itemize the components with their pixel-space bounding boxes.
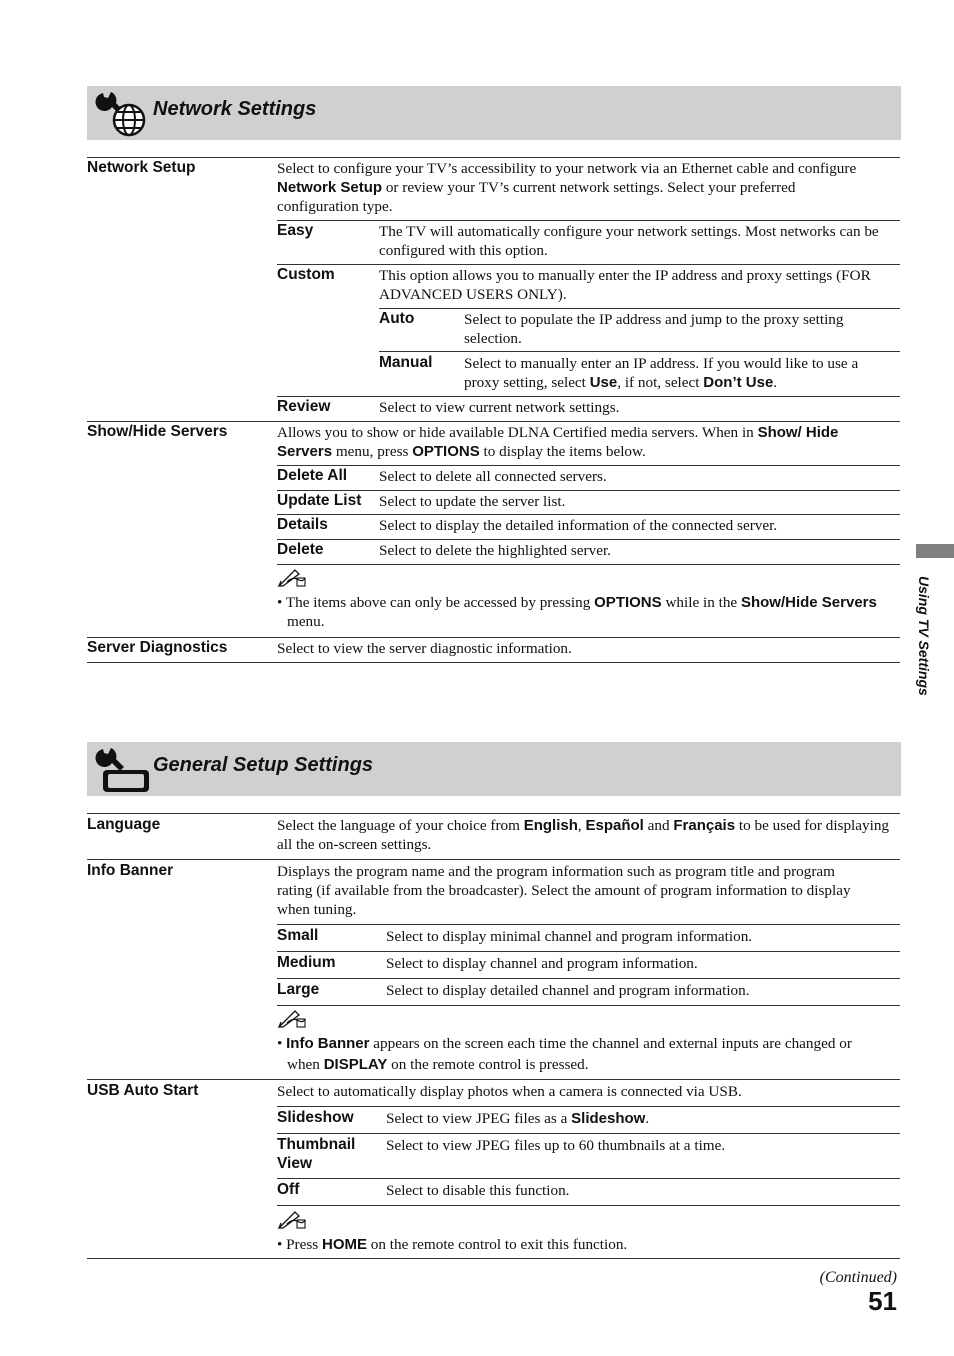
divider: [277, 514, 900, 515]
option-description: Select to display minimal channel and program information.: [386, 928, 753, 945]
divider: [277, 539, 900, 540]
section-title: Network Settings: [153, 98, 317, 120]
option-description: Select to view current network settings.: [379, 399, 620, 416]
divider: [87, 662, 900, 663]
option-label: Custom: [277, 266, 335, 283]
divider: [277, 1005, 900, 1006]
option-label: Manual: [379, 354, 433, 371]
divider: [87, 859, 900, 860]
option-description: Select to populate the IP address and jump to the proxy setting selection.: [464, 311, 844, 347]
row-label: Info Banner: [87, 862, 174, 879]
option-label: Easy: [277, 222, 314, 239]
row-description: Select to automatically display photos when a camera is connected via USB.: [277, 1083, 742, 1100]
option-label: Update List: [277, 492, 362, 509]
continued-label: (Continued): [819, 1269, 897, 1286]
divider: [379, 308, 900, 309]
option-description: The TV will automatically configure your network settings. Most networks can be configured with this option.: [379, 223, 879, 259]
divider: [277, 951, 900, 952]
row-label: Language: [87, 816, 161, 833]
option-description: Select to disable this function.: [386, 1182, 570, 1199]
page-number: 51: [868, 1286, 897, 1316]
row-description: Select the language of your choice from English, Español and Français to be used for displaying all the on-screen settings.: [277, 817, 890, 853]
wrench-globe-icon: [91, 90, 151, 140]
pencil-note-icon: [277, 1210, 307, 1230]
pencil-note-icon: [277, 568, 307, 588]
row-description: Select to configure your TV’s accessibility to your network via an Ethernet cable and configure Network Setup or review your TV’s current network settings. Select your preferred configuration type.: [277, 160, 857, 215]
option-description: Select to display the detailed information of the connected server.: [379, 517, 778, 534]
divider: [277, 924, 900, 925]
row-label: Network Setup: [87, 159, 196, 176]
divider: [277, 396, 900, 397]
network-settings-header: [87, 86, 901, 140]
row-label: Server Diagnostics: [87, 639, 228, 656]
option-label: Slideshow: [277, 1109, 354, 1126]
option-description: Select to delete the highlighted server.: [379, 542, 611, 559]
chapter-tab: [916, 544, 954, 558]
note-text: • Press HOME on the remote control to exit this function.: [277, 1236, 628, 1253]
option-label: Delete All: [277, 467, 348, 484]
section-title: General Setup Settings: [153, 754, 374, 776]
chapter-label: Using TV Settings: [916, 576, 932, 696]
option-label: Review: [277, 398, 331, 415]
divider: [87, 813, 900, 814]
divider: [277, 264, 900, 265]
row-label: USB Auto Start: [87, 1082, 199, 1099]
row-label: Show/Hide Servers: [87, 423, 228, 440]
pencil-note-icon: [277, 1009, 307, 1029]
option-description: Select to view JPEG files up to 60 thumbnails at a time.: [386, 1137, 726, 1154]
divider: [379, 351, 900, 352]
wrench-tv-icon: [91, 746, 151, 796]
option-label: Medium: [277, 954, 336, 971]
general-setup-header: [87, 742, 901, 796]
option-description: Select to display channel and program information.: [386, 955, 698, 972]
divider: [277, 220, 900, 221]
divider: [277, 564, 900, 565]
divider: [277, 1106, 900, 1107]
divider: [277, 978, 900, 979]
option-label: Thumbnail View: [277, 1136, 356, 1172]
divider: [277, 1178, 900, 1179]
option-label: Delete: [277, 541, 324, 558]
divider: [87, 1258, 900, 1259]
divider: [87, 1079, 900, 1080]
option-label: Auto: [379, 310, 415, 327]
row-description: Allows you to show or hide available DLNA Certified media servers. When in Show/ Hide Servers menu, press OPTIONS to display the items below.: [277, 424, 839, 460]
divider: [277, 465, 900, 466]
option-label: Small: [277, 927, 319, 944]
note-text: • Info Banner appears on the screen each time the channel and external inputs are changed or when DISPLAY on the remote control is pressed.: [277, 1035, 852, 1073]
option-description: This option allows you to manually enter the IP address and proxy settings (FOR ADVANCED USERS ONLY).: [379, 267, 871, 303]
option-label: Details: [277, 516, 328, 533]
row-description: Displays the program name and the program information such as program title and program rating (if available from the broadcaster). Select the amount of program information to display when tuning.: [277, 863, 851, 918]
option-description: Select to display detailed channel and program information.: [386, 982, 750, 999]
option-description: Select to update the server list.: [379, 493, 566, 510]
divider: [277, 490, 900, 491]
option-description: Select to manually enter an IP address. If you would like to use a proxy setting, select Use, if not, select Don’t Use.: [464, 355, 859, 391]
divider: [277, 1133, 900, 1134]
row-description: Select to view the server diagnostic information.: [277, 640, 572, 657]
option-label: Large: [277, 981, 320, 998]
note-text: • The items above can only be accessed by pressing OPTIONS while in the Show/Hide Servers menu.: [277, 594, 877, 630]
divider: [277, 1205, 900, 1206]
option-description: Select to delete all connected servers.: [379, 468, 607, 485]
divider: [87, 157, 900, 158]
option-description: Select to view JPEG files as a Slideshow.: [386, 1110, 650, 1127]
option-label: Off: [277, 1181, 300, 1198]
